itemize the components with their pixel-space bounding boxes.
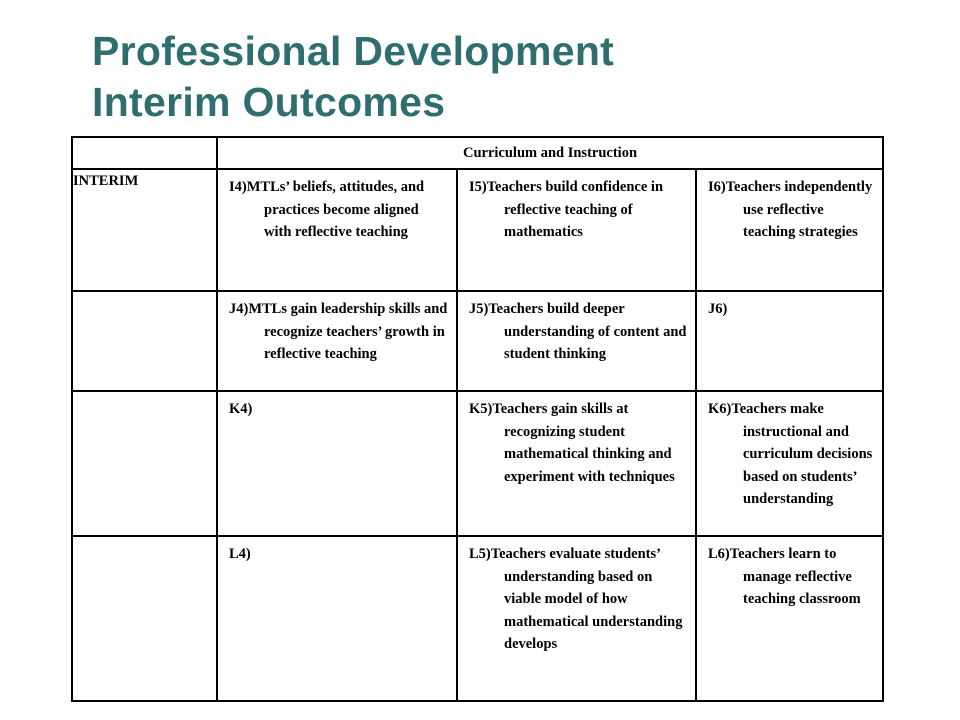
outcome-i6: I6)Teachers independently use reflective teaching strategies <box>708 179 873 240</box>
outcome-k6: K6)Teachers make instructional and curriculum decisions based on students’ understanding <box>708 401 873 507</box>
outcomes-table <box>71 136 884 702</box>
table-cell <box>457 536 696 701</box>
slide-title <box>92 26 932 128</box>
table-cell <box>217 169 457 291</box>
outcome-j4: J4)MTLs gain leadership skills and recognize teachers’ growth in reflective teaching <box>229 301 448 362</box>
outcome-l5: L5)Teachers evaluate students’ understanding based on viable model of how mathematical understanding develops <box>469 546 683 652</box>
row-label-empty <box>72 536 217 701</box>
outcome-k4: K4) <box>229 401 253 417</box>
table-row <box>72 291 883 391</box>
table-cell <box>696 291 883 391</box>
row-label-empty <box>72 291 217 391</box>
outcome-i4: I4)MTLs’ beliefs, attitudes, and practices become aligned with reflective teaching <box>229 179 425 240</box>
row-label-empty <box>72 391 217 536</box>
outcome-i5: I5)Teachers build confidence in reflective teaching of mathematics <box>469 179 664 240</box>
table-cell <box>696 536 883 701</box>
header-empty-cell <box>72 137 217 169</box>
outcome-j5: J5)Teachers build deeper understanding of content and student thinking <box>469 301 687 362</box>
row-label-interim <box>72 169 217 291</box>
outcome-l4: L4) <box>229 546 251 562</box>
title-line-2: Interim Outcomes <box>92 79 446 125</box>
table-cell <box>457 169 696 291</box>
table-row <box>72 169 883 291</box>
table-cell <box>217 536 457 701</box>
outcome-k5: K5)Teachers gain skills at recognizing student mathematical thinking and experiment with techniques <box>469 401 675 485</box>
row-label-text: INTERIM <box>73 173 139 189</box>
table-cell <box>696 391 883 536</box>
table-cell <box>217 291 457 391</box>
table-header-row <box>72 137 883 169</box>
table-cell <box>457 291 696 391</box>
table-cell <box>217 391 457 536</box>
table-row <box>72 536 883 701</box>
outcome-j6: J6) <box>708 301 728 317</box>
table-cell <box>696 169 883 291</box>
header-curriculum-instruction: Curriculum and Instruction <box>217 137 883 169</box>
table-row <box>72 391 883 536</box>
title-line-1: Professional Development <box>92 28 615 74</box>
outcome-l6: L6)Teachers learn to manage reflective teaching classroom <box>708 546 861 607</box>
table-cell <box>457 391 696 536</box>
